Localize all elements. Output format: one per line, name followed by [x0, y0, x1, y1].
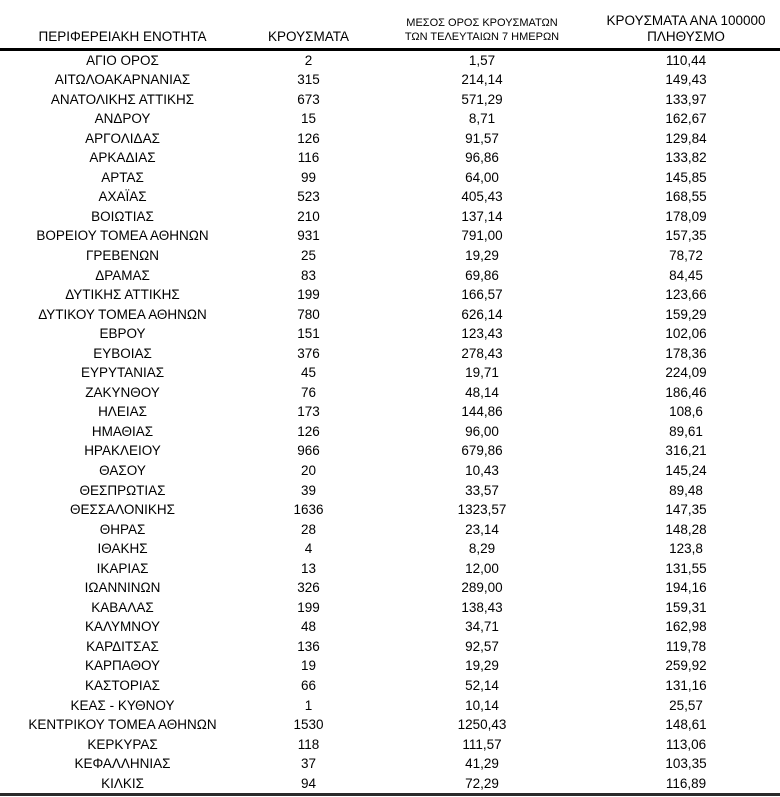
table-row	[0, 90, 780, 110]
region-name-cell: ΔΥΤΙΚΗΣ ΑΤΤΙΚΗΣ	[65, 287, 180, 303]
table-row	[0, 70, 780, 90]
avg7-cell: 626,14	[461, 306, 503, 322]
region-name-cell: ΕΥΒΟΙΑΣ	[93, 345, 152, 361]
per100k-cell: 129,84	[665, 130, 707, 146]
table-row	[0, 422, 780, 442]
cases-cell: 966	[297, 443, 320, 459]
region-name-cell: ΚΕΑΣ - ΚΥΘΝΟΥ	[70, 697, 175, 713]
avg7-cell: 289,00	[461, 580, 503, 596]
per100k-cell: 186,46	[665, 384, 707, 400]
avg7-cell: 137,14	[461, 208, 503, 224]
cases-cell: 37	[300, 756, 317, 772]
cases-cell: 151	[297, 326, 320, 342]
per100k-cell: 89,61	[669, 423, 703, 439]
avg7-cell: 91,57	[465, 130, 499, 146]
region-name-cell: ΑΙΤΩΛΟΑΚΑΡΝΑΝΙΑΣ	[54, 72, 191, 88]
per100k-cell: 157,35	[665, 228, 707, 244]
avg7-cell: 69,86	[465, 267, 499, 283]
region-name-cell: ΚΑΛΥΜΝΟΥ	[84, 619, 161, 635]
col-header-cases-label: ΚΡΟΥΣΜΑΤΑ	[268, 28, 349, 44]
cases-cell: 76	[300, 384, 317, 400]
region-name-cell: ΙΘΑΚΗΣ	[97, 541, 148, 557]
region-name-cell: ΒΟΡΕΙΟΥ ΤΟΜΕΑ ΑΘΗΝΩΝ	[36, 228, 209, 244]
table-row	[0, 168, 780, 188]
cases-cell: 136	[297, 638, 320, 654]
avg7-cell: 791,00	[461, 228, 503, 244]
cases-cell: 126	[297, 423, 320, 439]
table-row	[0, 500, 780, 520]
table-header	[0, 0, 780, 49]
cases-cell: 116	[297, 150, 320, 166]
region-name-cell: ΑΧΑΪΑΣ	[98, 189, 147, 205]
per100k-cell: 123,8	[669, 541, 703, 557]
col-header-region	[0, 0, 245, 49]
avg7-cell: 33,57	[465, 482, 499, 498]
cases-cell: 48	[300, 619, 317, 635]
avg7-cell: 96,86	[465, 150, 499, 166]
cases-cell: 66	[300, 678, 317, 693]
region-name-cell: ΑΡΚΑΔΙΑΣ	[89, 150, 156, 166]
per100k-cell: 131,16	[665, 678, 707, 693]
table-row	[0, 481, 780, 501]
col-header-cases-per-100k-line1: ΚΡΟΥΣΜΑΤΑ ΑΝΑ 100000	[606, 12, 766, 28]
table-row	[0, 754, 780, 774]
region-name-cell: ΔΥΤΙΚΟΥ ΤΟΜΕΑ ΑΘΗΝΩΝ	[38, 306, 207, 322]
region-name-cell: ΚΕΝΤΡΙΚΟΥ ΤΟΜΕΑ ΑΘΗΝΩΝ	[28, 717, 217, 733]
region-name-cell: ΙΚΑΡΙΑΣ	[96, 560, 149, 576]
per100k-cell: 147,35	[665, 502, 707, 518]
table-row	[0, 207, 780, 227]
region-name-cell: ΓΡΕΒΕΝΩΝ	[85, 247, 160, 263]
table-row	[0, 305, 780, 325]
table-row	[0, 226, 780, 246]
region-name-cell: ΘΕΣΠΡΩΤΙΑΣ	[79, 482, 166, 498]
col-header-cases-per-100k-line2: ΠΛΗΘΥΣΜΟ	[647, 28, 725, 44]
cases-cell: 931	[297, 228, 320, 244]
col-header-7day-average-line2: ΤΩΝ ΤΕΛΕΥΤΑΙΩΝ 7 ΗΜΕΡΩΝ	[404, 31, 560, 43]
table-row	[0, 324, 780, 344]
avg7-cell: 19,29	[465, 247, 499, 263]
table-row	[0, 441, 780, 461]
region-name-cell: ΑΡΓΟΛΙΔΑΣ	[85, 130, 160, 146]
table-row	[0, 520, 780, 540]
avg7-cell: 166,57	[461, 287, 503, 303]
per100k-cell: 103,35	[665, 756, 707, 772]
table-row	[0, 696, 780, 716]
region-name-cell: ΑΝΔΡΟΥ	[94, 111, 151, 127]
per100k-cell: 110,44	[665, 52, 707, 68]
region-name-cell: ΘΕΣΣΑΛΟΝΙΚΗΣ	[69, 502, 176, 518]
table-row	[0, 266, 780, 286]
col-header-7day-average-line1: ΜΕΣΟΣ ΟΡΟΣ ΚΡΟΥΣΜΑΤΩΝ	[406, 16, 558, 29]
avg7-cell: 123,43	[461, 326, 503, 342]
table-row	[0, 735, 780, 755]
per100k-cell: 131,55	[665, 560, 707, 576]
per100k-cell: 148,28	[665, 521, 707, 537]
region-name-cell: ΔΡΑΜΑΣ	[95, 267, 150, 283]
cases-cell: 4	[304, 541, 313, 557]
avg7-cell: 8,71	[468, 111, 496, 127]
avg7-cell: 214,14	[461, 72, 503, 88]
table-row	[0, 461, 780, 481]
avg7-cell: 10,43	[465, 462, 499, 478]
region-name-cell: ΘΗΡΑΣ	[99, 521, 146, 537]
cases-cell: 673	[297, 91, 320, 107]
region-name-cell: ΗΜΑΘΙΑΣ	[91, 423, 154, 439]
cases-cell: 326	[297, 580, 320, 596]
per100k-cell: 123,66	[665, 287, 707, 303]
region-name-cell: ΚΙΛΚΙΣ	[0, 774, 245, 795]
per100k-cell: 224,09	[665, 365, 707, 381]
cases-cell: 1636	[293, 502, 324, 518]
per100k-cell: 159,31	[665, 599, 707, 615]
per100k-cell: 149,43	[665, 72, 707, 88]
table-row	[0, 285, 780, 305]
avg7-cell: 138,43	[461, 599, 503, 615]
region-name-cell: ΚΕΦΑΛΛΗΝΙΑΣ	[74, 756, 171, 772]
avg7-cell: 34,71	[465, 619, 499, 635]
cases-cell: 118	[297, 736, 320, 752]
avg7-cell: 10,14	[465, 697, 499, 713]
avg7-cell: 19,71	[465, 365, 499, 381]
region-name-cell: ΖΑΚΥΝΘΟΥ	[85, 384, 160, 400]
avg7-cell: 679,86	[461, 443, 503, 459]
cases-cell: 210	[297, 208, 320, 224]
avg7-cell: 405,43	[461, 189, 503, 205]
region-name-cell: ΚΑΡΔΙΤΣΑΣ	[86, 638, 159, 654]
per100k-cell: 25,57	[669, 697, 703, 713]
per100k-cell: 84,45	[669, 267, 703, 283]
table-row	[0, 363, 780, 383]
avg7-cell: 48,14	[465, 384, 499, 400]
header-row	[0, 0, 780, 49]
avg7-cell: 96,00	[465, 423, 499, 439]
cases-cell: 2	[304, 52, 313, 68]
table-row	[0, 383, 780, 403]
avg7-cell: 92,57	[465, 638, 499, 654]
per100k-cell: 259,92	[665, 658, 707, 674]
region-name-cell: ΑΝΑΤΟΛΙΚΗΣ ΑΤΤΙΚΗΣ	[50, 91, 195, 107]
cases-cell: 15	[300, 111, 317, 127]
region-name-cell: ΚΕΡΚΥΡΑΣ	[87, 736, 158, 752]
avg7-cell: 72,29	[372, 774, 592, 795]
table-row	[0, 49, 780, 70]
table-row	[0, 187, 780, 207]
per100k-cell: 162,67	[665, 111, 707, 127]
table-row	[0, 559, 780, 579]
cases-cell: 1	[304, 697, 313, 713]
cases-cell: 19	[300, 658, 317, 674]
per100k-cell: 316,21	[665, 443, 707, 459]
avg7-cell: 571,29	[461, 91, 503, 107]
cases-cell: 83	[300, 267, 317, 283]
cases-cell: 376	[297, 345, 320, 361]
avg7-cell: 111,57	[462, 736, 502, 752]
cases-cell: 199	[297, 599, 320, 615]
region-name-cell: ΚΑΡΠΑΘΟΥ	[84, 658, 161, 674]
per100k-cell: 159,29	[665, 306, 707, 322]
table-row	[0, 148, 780, 168]
avg7-cell: 144,86	[461, 404, 503, 420]
region-name-cell: ΑΓΙΟ ΟΡΟΣ	[86, 52, 159, 68]
region-name-cell: ΚΑΣΤΟΡΙΑΣ	[85, 678, 160, 693]
table-row	[0, 344, 780, 364]
avg7-cell: 23,14	[465, 521, 499, 537]
per100k-cell: 145,85	[665, 169, 707, 185]
table-row	[0, 656, 780, 676]
per100k-cell: 119,78	[665, 638, 707, 654]
avg7-cell: 1250,43	[457, 717, 507, 733]
per100k-cell: 133,97	[665, 91, 707, 107]
cases-cell: 39	[300, 482, 317, 498]
table-row	[0, 598, 780, 618]
table-row	[0, 715, 780, 735]
cases-cell: 45	[300, 365, 317, 381]
per100k-cell: 148,61	[665, 717, 707, 733]
cases-cell: 25	[300, 247, 317, 263]
avg7-cell: 19,29	[465, 658, 499, 674]
table-row	[0, 129, 780, 149]
table-row	[0, 402, 780, 422]
avg7-cell: 12,00	[465, 560, 499, 576]
col-header-cases	[245, 0, 372, 49]
col-header-region-label: ΠΕΡΙΦΕΡΕΙΑΚΗ ΕΝΟΤΗΤΑ	[38, 28, 207, 44]
table-row	[0, 109, 780, 129]
cases-cell: 173	[297, 404, 320, 420]
per100k-cell: 194,16	[665, 580, 707, 596]
table-row	[0, 637, 780, 657]
per100k-cell: 116,89	[592, 774, 780, 795]
avg7-cell: 1,57	[468, 52, 496, 68]
region-name-cell: ΑΡΤΑΣ	[101, 169, 144, 185]
region-name-cell: ΒΟΙΩΤΙΑΣ	[91, 208, 154, 224]
region-name-cell: ΗΛΕΙΑΣ	[98, 404, 147, 420]
table-row	[0, 246, 780, 266]
per100k-cell: 133,82	[665, 150, 707, 166]
cases-cell: 199	[297, 287, 320, 303]
table-row	[0, 676, 780, 696]
table-body	[0, 49, 780, 795]
cases-cell: 780	[297, 306, 320, 322]
avg7-cell: 64,00	[465, 169, 499, 185]
cases-cell: 1530	[293, 717, 324, 733]
table-row	[0, 539, 780, 559]
per100k-cell: 78,72	[669, 247, 703, 263]
region-name-cell: ΙΩΑΝΝΙΝΩΝ	[84, 580, 161, 596]
per100k-cell: 102,06	[665, 326, 707, 342]
cases-cell: 523	[297, 189, 320, 205]
table-row	[0, 617, 780, 637]
per100k-cell: 89,48	[669, 482, 703, 498]
avg7-cell: 278,43	[461, 345, 503, 361]
per100k-cell: 178,09	[665, 208, 707, 224]
avg7-cell: 41,29	[465, 756, 499, 772]
region-name-cell: ΕΒΡΟΥ	[99, 326, 146, 342]
cases-cell: 99	[300, 169, 317, 185]
per100k-cell: 162,98	[665, 619, 707, 635]
cases-cell: 13	[300, 560, 317, 576]
region-name-cell: ΕΥΡΥΤΑΝΙΑΣ	[80, 365, 165, 381]
avg7-cell: 8,29	[468, 541, 496, 557]
per100k-cell: 178,36	[665, 345, 707, 361]
table-row	[0, 774, 780, 795]
col-header-7day-average	[372, 0, 592, 49]
cases-cell: 126	[297, 130, 320, 146]
col-header-cases-per-100k	[592, 0, 780, 49]
cases-cell: 28	[300, 521, 317, 537]
region-name-cell: ΗΡΑΚΛΕΙΟΥ	[84, 443, 161, 459]
avg7-cell: 52,14	[465, 678, 499, 693]
per100k-cell: 108,6	[669, 404, 703, 420]
cases-cell: 315	[297, 72, 320, 88]
avg7-cell: 1323,57	[457, 502, 507, 518]
per100k-cell: 168,55	[665, 189, 707, 205]
per100k-cell: 145,24	[665, 462, 707, 478]
cases-cell: 94	[245, 774, 372, 795]
table-row	[0, 578, 780, 598]
cases-cell: 20	[300, 462, 317, 478]
region-name-cell: ΘΑΣΟΥ	[99, 462, 146, 478]
per100k-cell: 113,06	[665, 736, 707, 752]
region-name-cell: ΚΑΒΑΛΑΣ	[91, 599, 154, 615]
